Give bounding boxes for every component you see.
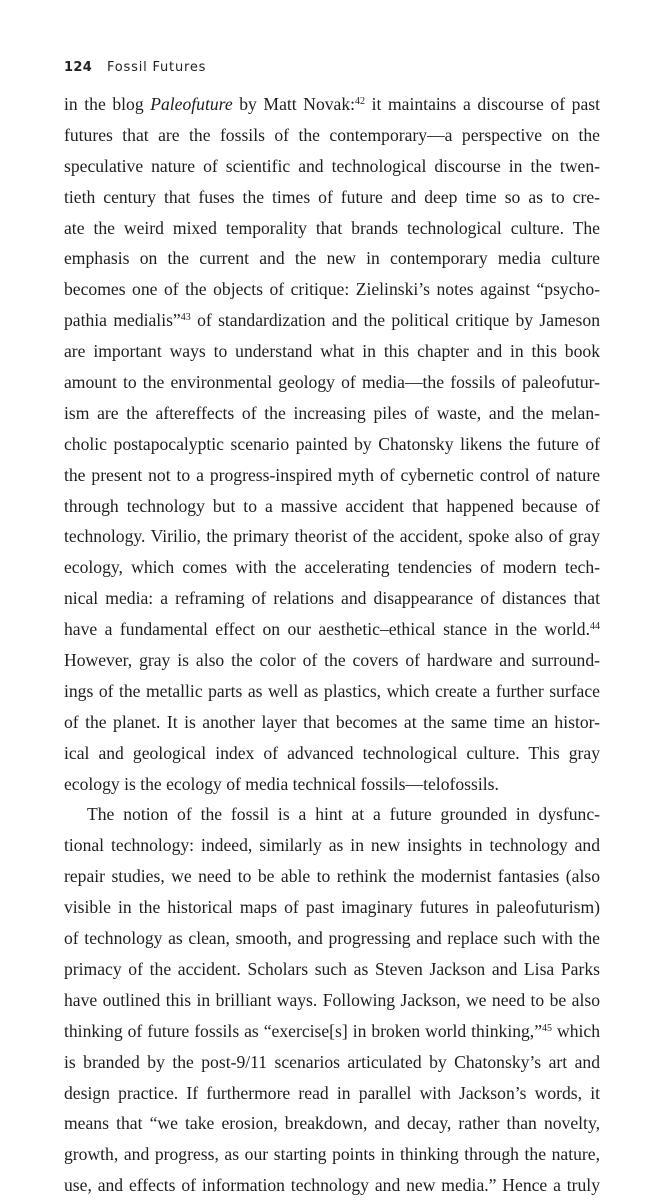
paragraph-1	[64, 89, 600, 799]
text-line: repair studies, we need to be able to rethink the modernist fantasies (also	[64, 866, 600, 887]
text-line: becomes one of the objects of critique: Zielinski’s notes against “psycho-	[64, 279, 600, 300]
text-line: design practice. If furthermore read in parallel with Jackson’s words, it	[64, 1082, 600, 1103]
body-text	[64, 89, 600, 1201]
running-head	[64, 60, 206, 75]
text-line: ecology, which comes with the accelerating tendencies of modern tech-	[64, 557, 600, 578]
text-line: primacy of the accident. Scholars such as Steven Jackson and Lisa Parks	[64, 958, 600, 979]
text-line: technology. Virilio, the primary theorist of the accident, spoke also of gray	[64, 526, 600, 547]
text-line: have outlined this in brilliant ways. Following Jackson, we need to be also	[64, 989, 600, 1010]
blog-title: Paleofuture	[150, 94, 233, 114]
text-line: use, and effects of information technology and new media.” Hence a truly	[64, 1175, 600, 1196]
text-line: cholic postapocalyptic scenario painted by Chatonsky likens the future of	[64, 433, 600, 454]
page-number: 124	[64, 60, 93, 75]
text-line: thinking of future fossils as “exercise[s] in broken world thinking,”$^{45}$ which	[64, 1020, 600, 1041]
running-head-title: Fossil Futures	[106, 60, 207, 75]
text-line: ate the weird mixed temporality that brands technological culture. The	[64, 217, 600, 238]
footnote-ref-43[interactable]: 43	[180, 312, 191, 324]
text-line: ings of the metallic parts as well as plastics, which create a further surface	[64, 680, 600, 701]
text-line: The notion of the fossil is a hint at a future grounded in dysfunc-	[87, 804, 600, 825]
paragraph-2	[64, 799, 600, 1201]
text-line: ical and geological index of advanced technological culture. This gray	[64, 742, 600, 763]
text-line: However, gray is also the color of the covers of hardware and surround-	[64, 650, 600, 671]
text-line: of the planet. It is another layer that becomes at the same time an histor-	[64, 711, 600, 732]
text-line: pathia medialis”$^{43}$ of standardization and the political critique by Jameson	[64, 310, 600, 331]
text-line: of technology as clean, smooth, and progressing and replace such with the	[64, 928, 600, 949]
text-line: amount to the environmental geology of media—the fossils of paleofutur-	[64, 372, 600, 393]
text-line: is branded by the post-9/11 scenarios articulated by Chatonsky’s art and	[64, 1051, 600, 1072]
text-line: the present not to a progress-inspired myth of cybernetic control of nature	[64, 464, 600, 485]
text-line: ism are the aftereffects of the increasing piles of waste, and the melan-	[64, 402, 600, 423]
text-line: visible in the historical maps of past imaginary futures in paleofuturism)	[64, 897, 600, 918]
text-line: have a fundamental effect on our aesthetic–ethical stance in the world.$^{44}$	[64, 619, 600, 640]
text-line: means that “we take erosion, breakdown, and decay, rather than novelty,	[64, 1113, 600, 1134]
text-line: growth, and progress, as our starting points in thinking through the nature,	[64, 1144, 600, 1165]
footnote-ref-44[interactable]: 44	[590, 621, 600, 633]
text-line: tieth century that fuses the times of future and deep time so as to cre-	[64, 186, 600, 207]
text-line: tional technology: indeed, similarly as in new insights in technology and	[64, 835, 600, 856]
text-line: nical media: a reframing of relations and disappearance of distances that	[64, 588, 600, 609]
text-line: emphasis on the current and the new in contemporary media culture	[64, 248, 600, 269]
footnote-ref-45[interactable]: 45	[542, 1022, 553, 1034]
text-line: are important ways to understand what in this chapter and in this book	[64, 341, 600, 362]
text-line: ecology is the ecology of media technical fossils—telofossils.	[64, 773, 499, 794]
footnote-ref-42[interactable]: 42	[355, 96, 366, 107]
text-line: in the blog Paleofuture by Matt Novak:$^{42}$ it maintains a discourse of past	[64, 94, 601, 114]
text-line: futures that are the fossils of the contemporary—a perspective on the	[64, 124, 600, 145]
text-line: through technology but to a massive accident that happened because of	[64, 495, 600, 516]
text-line: speculative nature of scientific and technological discourse in the twen-	[64, 155, 600, 176]
